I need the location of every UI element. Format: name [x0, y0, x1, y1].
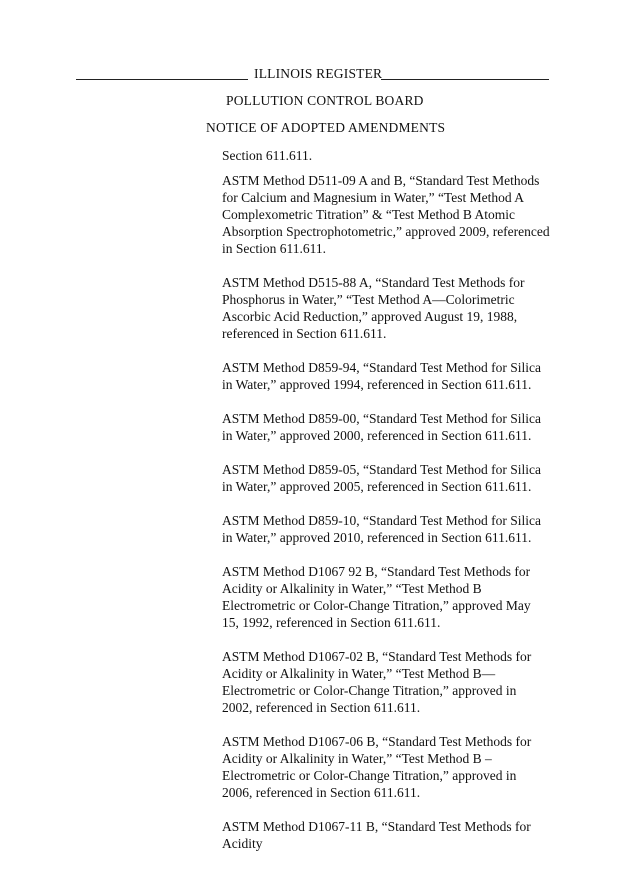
- board-name: POLLUTION CONTROL BOARD: [226, 93, 424, 108]
- method-entry: ASTM Method D1067-02 B, “Standard Test Methods for Acidity or Alkalinity in Water,” “Test Method B—Electrometric or Color-Change Titration,” approved in 2002, referenced in Section 611.611.: [222, 649, 532, 715]
- method-entry: ASTM Method D859-94, “Standard Test Method for Silica in Water,” approved 1994, referenced in Section 611.611.: [222, 360, 542, 392]
- header-rule-left: [76, 79, 248, 80]
- method-entry: ASTM Method D859-10, “Standard Test Method for Silica in Water,” approved 2010, referenced in Section 611.611.: [222, 513, 542, 545]
- section-reference: Section 611.611.: [222, 148, 313, 163]
- method-entry: ASTM Method D1067 92 B, “Standard Test Methods for Acidity or Alkalinity in Water,” “Test Method B Electrometric or Color-Change Titration,” approved May 15, 1992, referenced in Section 611.611.: [222, 564, 531, 630]
- method-entry: ASTM Method D859-05, “Standard Test Method for Silica in Water,” approved 2005, referenced in Section 611.611.: [222, 462, 542, 494]
- header-rule-right: [381, 79, 549, 80]
- method-entry: ASTM Method D511-09 A and B, “Standard Test Methods for Calcium and Magnesium in Water,” “Test Method A Complexometric Titration” & “Test Method B Atomic Absorption Spectrophotometric,” approved 2009, referenced in Section 611.611.: [222, 173, 550, 256]
- method-list: [222, 172, 550, 869]
- method-entry: ASTM Method D859-00, “Standard Test Method for Silica in Water,” approved 2000, referenced in Section 611.611.: [222, 411, 542, 443]
- method-entry: ASTM Method D515-88 A, “Standard Test Methods for Phosphorus in Water,” “Test Method A—Colorimetric Ascorbic Acid Reduction,” approved August 19, 1988, referenced in Section 611.611.: [222, 275, 525, 341]
- method-entry: ASTM Method D1067-06 B, “Standard Test Methods for Acidity or Alkalinity in Water,” “Test Method B –Electrometric or Color-Change Titration,” approved in 2006, referenced in Section 611.611.: [222, 734, 532, 800]
- notice-heading: NOTICE OF ADOPTED AMENDMENTS: [206, 120, 446, 135]
- method-entry: ASTM Method D1067-11 B, “Standard Test Methods for Acidity: [222, 819, 531, 851]
- register-title: ILLINOIS REGISTER: [254, 66, 383, 81]
